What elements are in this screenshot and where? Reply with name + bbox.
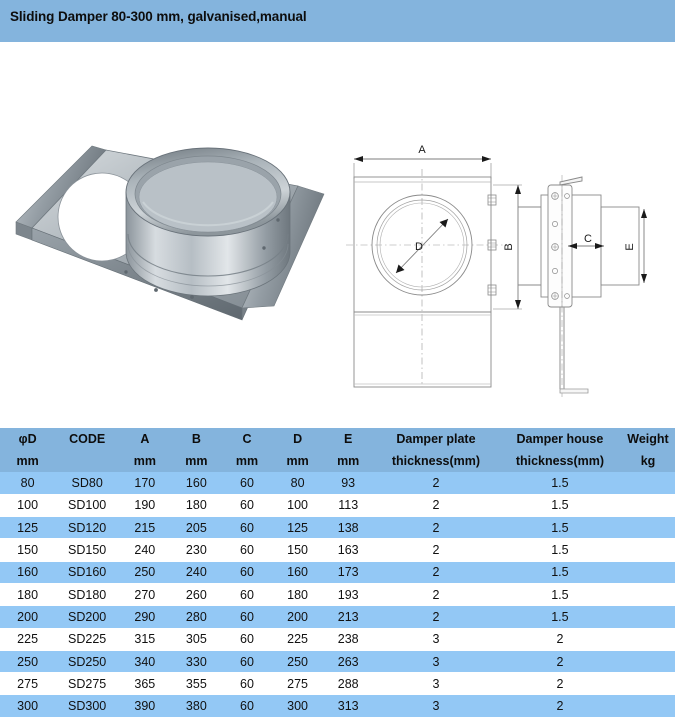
column-header-damper-plate-thickness: Damper plate thickness(mm) <box>373 428 499 472</box>
cell-a: 215 <box>119 517 171 539</box>
cell-weight <box>621 472 675 494</box>
cell-phid: 80 <box>0 472 55 494</box>
table-row <box>0 517 675 539</box>
cell-code: SD120 <box>55 517 119 539</box>
cell-code: SD200 <box>55 606 119 628</box>
cell-d: 225 <box>272 628 324 650</box>
cell-damper-plate-thickness: 3 <box>373 673 499 695</box>
cell-d: 300 <box>272 695 324 717</box>
cell-phid: 275 <box>0 673 55 695</box>
cell-code: SD160 <box>55 561 119 583</box>
column-header-damper-house-thickness: Damper house thickness(mm) <box>499 428 621 472</box>
cell-damper-house-thickness: 1.5 <box>499 517 621 539</box>
cell-c: 60 <box>222 517 272 539</box>
page-title-bar <box>0 0 675 42</box>
cell-damper-house-thickness: 1.5 <box>499 539 621 561</box>
cell-b: 230 <box>171 539 223 561</box>
cell-c: 60 <box>222 673 272 695</box>
cell-damper-plate-thickness: 2 <box>373 561 499 583</box>
cell-b: 240 <box>171 561 223 583</box>
cell-e: 313 <box>323 695 373 717</box>
cell-damper-plate-thickness: 3 <box>373 650 499 672</box>
cell-weight <box>621 628 675 650</box>
cell-e: 163 <box>323 539 373 561</box>
page-title: Sliding Damper 80-300 mm, galvanised,manual <box>10 9 307 24</box>
cell-code: SD80 <box>55 472 119 494</box>
cell-weight <box>621 583 675 605</box>
dimension-label-a: A <box>418 144 426 156</box>
cell-damper-house-thickness: 2 <box>499 695 621 717</box>
cell-c: 60 <box>222 472 272 494</box>
cell-code: SD275 <box>55 673 119 695</box>
cell-a: 365 <box>119 673 171 695</box>
cell-damper-plate-thickness: 2 <box>373 539 499 561</box>
cell-b: 330 <box>171 650 223 672</box>
cell-damper-house-thickness: 1.5 <box>499 561 621 583</box>
media-area <box>0 42 675 417</box>
cell-a: 315 <box>119 628 171 650</box>
cell-phid: 125 <box>0 517 55 539</box>
cell-weight <box>621 494 675 516</box>
specification-table <box>0 428 675 718</box>
cell-a: 290 <box>119 606 171 628</box>
cell-phid: 250 <box>0 650 55 672</box>
dimension-label-b: B <box>503 243 515 251</box>
cell-weight <box>621 606 675 628</box>
cell-damper-house-thickness: 2 <box>499 628 621 650</box>
cell-c: 60 <box>222 650 272 672</box>
column-header-b: B mm <box>171 428 223 472</box>
technical-drawings <box>336 97 675 417</box>
cell-damper-house-thickness: 1.5 <box>499 583 621 605</box>
cell-e: 288 <box>323 673 373 695</box>
cell-phid: 180 <box>0 583 55 605</box>
cell-d: 150 <box>272 539 324 561</box>
cell-a: 340 <box>119 650 171 672</box>
cell-a: 190 <box>119 494 171 516</box>
column-header-a: A mm <box>119 428 171 472</box>
cell-damper-plate-thickness: 3 <box>373 695 499 717</box>
cell-d: 200 <box>272 606 324 628</box>
cell-e: 193 <box>323 583 373 605</box>
dimension-label-d: D <box>415 241 423 253</box>
cell-d: 100 <box>272 494 324 516</box>
cell-weight <box>621 517 675 539</box>
table-row <box>0 650 675 672</box>
cell-b: 280 <box>171 606 223 628</box>
cell-a: 270 <box>119 583 171 605</box>
cell-code: SD100 <box>55 494 119 516</box>
cell-b: 380 <box>171 695 223 717</box>
cell-e: 93 <box>323 472 373 494</box>
cell-c: 60 <box>222 561 272 583</box>
cell-damper-house-thickness: 1.5 <box>499 494 621 516</box>
cell-damper-plate-thickness: 2 <box>373 606 499 628</box>
cell-a: 240 <box>119 539 171 561</box>
sliding-damper-product-photo <box>6 94 336 344</box>
cell-b: 160 <box>171 472 223 494</box>
cell-a: 390 <box>119 695 171 717</box>
cell-weight <box>621 561 675 583</box>
cell-damper-plate-thickness: 2 <box>373 494 499 516</box>
cell-d: 160 <box>272 561 324 583</box>
cell-damper-plate-thickness: 2 <box>373 583 499 605</box>
column-header-phid: φD mm <box>0 428 55 472</box>
cell-phid: 200 <box>0 606 55 628</box>
cell-d: 250 <box>272 650 324 672</box>
table-row <box>0 695 675 717</box>
cell-c: 60 <box>222 583 272 605</box>
dimension-label-c: C <box>584 233 592 245</box>
cell-weight <box>621 695 675 717</box>
cell-weight <box>621 673 675 695</box>
cell-damper-plate-thickness: 2 <box>373 472 499 494</box>
cell-e: 213 <box>323 606 373 628</box>
cell-phid: 160 <box>0 561 55 583</box>
table-header-row <box>0 428 675 472</box>
table-row <box>0 628 675 650</box>
cell-c: 60 <box>222 628 272 650</box>
dimension-label-e: E <box>624 243 636 251</box>
cell-phid: 100 <box>0 494 55 516</box>
cell-e: 238 <box>323 628 373 650</box>
cell-c: 60 <box>222 539 272 561</box>
cell-code: SD225 <box>55 628 119 650</box>
cell-b: 260 <box>171 583 223 605</box>
cell-code: SD150 <box>55 539 119 561</box>
cell-d: 180 <box>272 583 324 605</box>
cell-b: 305 <box>171 628 223 650</box>
column-header-weight: Weight kg <box>621 428 675 472</box>
table-header <box>0 428 675 472</box>
table-body <box>0 472 675 717</box>
cell-e: 263 <box>323 650 373 672</box>
table-row <box>0 472 675 494</box>
cell-damper-plate-thickness: 2 <box>373 517 499 539</box>
cell-weight <box>621 539 675 561</box>
cell-code: SD300 <box>55 695 119 717</box>
cell-c: 60 <box>222 606 272 628</box>
cell-damper-plate-thickness: 3 <box>373 628 499 650</box>
cell-code: SD180 <box>55 583 119 605</box>
table-row <box>0 561 675 583</box>
cell-e: 138 <box>323 517 373 539</box>
cell-phid: 225 <box>0 628 55 650</box>
cell-a: 250 <box>119 561 171 583</box>
column-header-e: E mm <box>323 428 373 472</box>
cell-b: 355 <box>171 673 223 695</box>
cell-code: SD250 <box>55 650 119 672</box>
cell-d: 125 <box>272 517 324 539</box>
cell-damper-house-thickness: 2 <box>499 650 621 672</box>
cell-damper-house-thickness: 1.5 <box>499 606 621 628</box>
cell-d: 80 <box>272 472 324 494</box>
table-row <box>0 673 675 695</box>
column-header-code: CODE <box>55 428 119 472</box>
cell-c: 60 <box>222 494 272 516</box>
column-header-d: D mm <box>272 428 324 472</box>
table-row <box>0 494 675 516</box>
cell-d: 275 <box>272 673 324 695</box>
cell-a: 170 <box>119 472 171 494</box>
cell-b: 205 <box>171 517 223 539</box>
cell-damper-house-thickness: 2 <box>499 673 621 695</box>
cell-e: 113 <box>323 494 373 516</box>
cell-phid: 300 <box>0 695 55 717</box>
column-header-c: C mm <box>222 428 272 472</box>
table-row <box>0 583 675 605</box>
table-row <box>0 539 675 561</box>
cell-c: 60 <box>222 695 272 717</box>
cell-b: 180 <box>171 494 223 516</box>
table-row <box>0 606 675 628</box>
cell-phid: 150 <box>0 539 55 561</box>
cell-weight <box>621 650 675 672</box>
cell-damper-house-thickness: 1.5 <box>499 472 621 494</box>
cell-e: 173 <box>323 561 373 583</box>
